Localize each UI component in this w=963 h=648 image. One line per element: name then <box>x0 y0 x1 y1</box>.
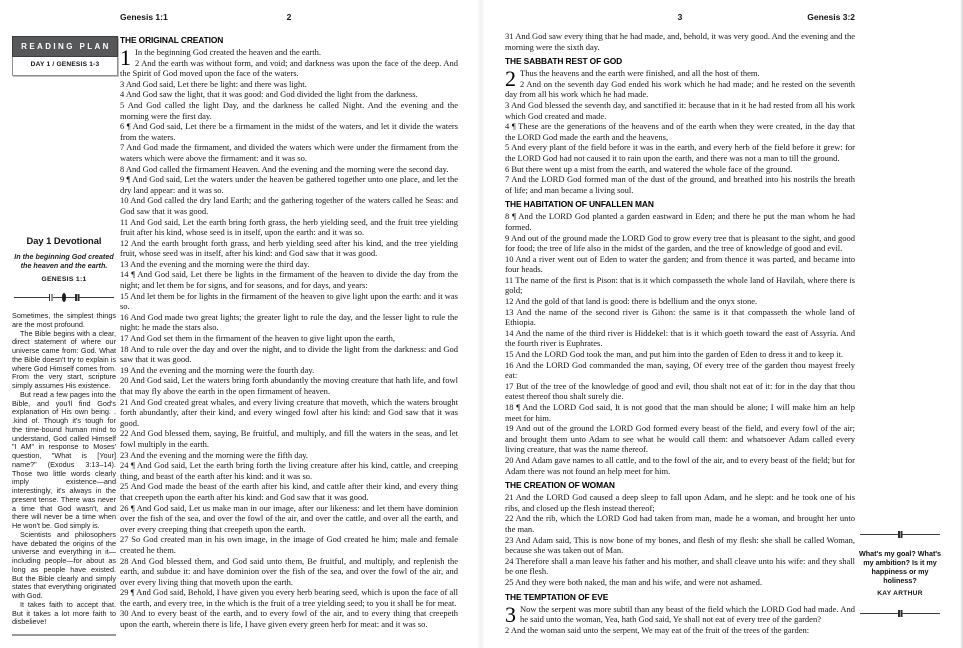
chapter-block <box>505 68 855 195</box>
devotional-paragraph: But read a few pages into the Bible, and you'll find God's explanation of His own being. . .kind of. Though it's tough for the time-bound human mind to understand, God called Himself "I AM" in response to Moses' question, "What is [Your] name?" (Exodus 3:13–14). Those two little words clearly imply existence—and interestingly, it's always in the present tense. There was never a time that God wasn't, and there will never be a time when He won't be. God simply is. <box>12 389 116 530</box>
section-heading: THE SABBATH REST OF GOD <box>505 56 623 67</box>
chapter-number: 1 <box>120 45 131 70</box>
verse: 29 ¶ And God said, Behold, I have given you every herb bearing seed, which is upon the face of all the earth, and every tree, in the which is the fruit of a tree yielding seed; to you it shall be for meat. <box>120 587 458 608</box>
verse: 8 ¶ And the LORD God planted a garden eastward in Eden; and there he put the man whom he had formed. <box>505 211 855 232</box>
page-right <box>482 0 963 648</box>
running-header-left <box>120 12 458 22</box>
verse: 22 And the rib, which the LORD God had taken from man, made he a woman, and brought her unto the man. <box>505 513 855 534</box>
verse: 14 ¶ And God said, Let there be lights in the firmament of the heaven to divide the day from the night; and let them be for signs, and for seasons, and for days, and years: <box>120 269 458 291</box>
verse: 26 ¶ And God said, Let us make man in our image, after our likeness: and let them have dominion over the fish of the sea, and over the fowl of the air, and over the cattle, and over all the earth, and over every creeping thing that creepeth upon the earth. <box>120 502 458 534</box>
verse: 7 And the LORD God formed man of the dust of the ground, and breathed into his nostrils the breath of life; and man became a living soul. <box>505 174 855 195</box>
chapter-number: 2 <box>505 66 516 92</box>
verse-block <box>505 31 855 52</box>
verse: 21 And the LORD God caused a deep sleep to fall upon Adam, and he slept: and he took one of his ribs, and closed up the flesh instead thereof; <box>505 492 855 513</box>
verse: 8 And God called the firmament Heaven. And the evening and the morning were the second day. <box>120 163 449 174</box>
verse: 24 ¶ And God said, Let the earth bring forth the living creature after his kind, cattle, and creeping thing, and beast of the earth after his kind: and it was so. <box>120 460 458 481</box>
verse: 18 And to rule over the day and over the night, and to divide the light from the darkness: and God saw that it was good. <box>120 343 458 365</box>
branch-divider-ornament <box>860 610 940 617</box>
header-reference: Genesis 3:2 <box>807 12 856 22</box>
branch-divider-ornament <box>860 531 940 538</box>
verse: 3 And God said, Let there be light: and there was light. <box>120 78 307 89</box>
chapter-number: 3 <box>505 601 516 627</box>
verse: 25 And God made the beast of the earth after his kind, and cattle after their kind, and every thing that creepeth upon the earth after his kind: and God saw that it was good. <box>120 481 458 502</box>
verse: 22 And God blessed them, saying, Be fruitful, and multiply, and fill the waters in the seas, and let fowl multiply in the earth. <box>120 428 458 449</box>
pull-quote-panel <box>856 531 944 617</box>
verse: 5 And every plant of the field before it was in the earth, and every herb of the field before it grew: for the LORD God had not caused it to rain upon the earth, and there was not a man to till the ground. <box>505 142 855 163</box>
verse-block <box>505 211 855 476</box>
verse: 16 And the LORD God commanded the man, saying, Of every tree of the garden thou mayest freely eat: <box>505 359 855 381</box>
section-heading: THE CREATION OF WOMAN <box>505 480 615 491</box>
devotional-title: Day 1 Devotional <box>26 236 102 246</box>
page-left <box>0 0 481 648</box>
verse: Thus the heavens and the earth were finished, and all the host of them. <box>520 68 760 79</box>
verse: 30 And to every beast of the earth, and to every fowl of the air, and to every thing that creepeth upon the earth, wherein there is life, I have given every green herb for meat: and it was so. <box>120 608 458 630</box>
verse: 2 And the woman said unto the serpent, We may eat of the fruit of the trees of the garden: <box>505 624 810 635</box>
verse: 3 And God blessed the seventh day, and sanctified it: because that in it he had rested from all his work which God created and made. <box>505 99 855 121</box>
verse: 13 And the evening and the morning were the third day. <box>120 258 310 269</box>
devotional-verse-quote: In the beginning God created the heaven and the earth. <box>14 252 114 270</box>
verse: 11 And God said, Let the earth bring forth grass, the herb yielding seed, and the fruit tree yielding fruit after his kind, whose seed is in itself, upon the earth: and it was so. <box>120 216 458 238</box>
running-header-right <box>505 12 855 22</box>
verse: 15 And the LORD God took the man, and put him into the garden of Eden to dress it and to keep it. <box>505 349 844 360</box>
verse: 11 The name of the first is Pison: that is it which compasseth the whole land of Havilah, where there is gold; <box>505 274 855 296</box>
verse: 12 And the earth brought forth grass, and herb yielding seed after his kind, and the tree yielding fruit, whose seed was in itself, after his kind: and God saw that it was good. <box>120 237 458 259</box>
verse: 4 ¶ These are the generations of the heavens and of the earth when they were created, in the day that the LORD God made the earth and the heavens, <box>505 121 855 142</box>
verse: 16 And God made two great lights; the greater light to rule the day, and the lesser light to rule the night: he made the stars also. <box>120 311 458 333</box>
reading-plan-day-label: DAY 1 / GENESIS 1-3 <box>12 57 118 76</box>
verse: 27 So God created man in his own image, in the image of God created he him; male and female created he them. <box>120 534 458 555</box>
header-page-number: 3 <box>677 12 683 22</box>
devotional-panel <box>12 236 116 636</box>
verse: 19 And the evening and the morning were the fourth day. <box>120 364 315 375</box>
scripture-column-left <box>120 31 458 630</box>
devotional-paragraph: It takes faith to accept that. But it takes a lot more faith to disbelieve! <box>12 599 116 627</box>
divider-line <box>12 634 116 636</box>
verse: 19 And out of the ground the LORD God formed every beast of the field, and every fowl of the air; and brought them unto Adam to see what he would call them: and whatsoever Adam called every living creature, that was the name thereof. <box>505 423 855 455</box>
scripture-column-right <box>505 31 855 635</box>
header-page-number: 2 <box>286 12 292 22</box>
verse: 6 But there went up a mist from the earth, and watered the whole face of the ground. <box>505 163 793 174</box>
verse: In the beginning God created the heaven and the earth. <box>135 47 321 57</box>
header-reference: Genesis 1:1 <box>120 12 168 22</box>
verse: 10 And God called the dry land Earth; and the gathering together of the waters called he Seas: and God saw that it was good. <box>120 195 458 216</box>
pull-quote-attribution: KAY ARTHUR <box>877 590 923 597</box>
verse: 14 And the name of the third river is Hiddekel: that is it which goeth toward the east of Assyria. And the fourth river is Euphrates. <box>505 327 855 349</box>
verse: 2 And on the seventh day God ended his work which he had made; and he rested on the seventh day from all his work which he had made. <box>505 78 855 100</box>
verse: Now the serpent was more subtil than any beast of the field which the LORD God had made. And he said unto the woman, Yea, hath God said, Ye shall not eat of every tree of the garden? <box>520 603 855 625</box>
verse: 9 ¶ And God said, Let the waters under the heaven be gathered together unto one place, and let the dry land appear: and it was so. <box>120 174 458 195</box>
verse: 17 But of the tree of the knowledge of good and evil, thou shalt not eat of it: for in the day that thou eatest thereof thou shalt surely die. <box>505 380 855 402</box>
devotional-text <box>12 312 116 627</box>
verse: 24 Therefore shall a man leave his father and his mother, and shall cleave unto his wife: and they shall be one flesh. <box>505 555 855 577</box>
section-heading: THE HABITATION OF UNFALLEN MAN <box>505 199 654 210</box>
verse: 6 ¶ And God said, Let there be a firmament in the midst of the waters, and let it divide the waters from the waters. <box>120 121 458 142</box>
verse: 2 And the earth was without form, and void; and darkness was upon the face of the deep. And the Spirit of God moved upon the face of the waters. <box>120 57 458 79</box>
verse: 7 And God made the firmament, and divided the waters which were under the firmament from the waters which were above the firmament: and it was so. <box>120 142 458 163</box>
verse: 25 And they were both naked, the man and his wife, and were not ashamed. <box>505 576 763 587</box>
header-spacer <box>345 12 458 22</box>
verse: 18 ¶ And the LORD God said, It is not good that the man should be alone; I will make him an help meet for him. <box>505 402 855 423</box>
branch-divider-ornament <box>14 293 114 302</box>
chapter-block <box>505 601 855 636</box>
devotional-verse-reference: GENESIS 1:1 <box>41 276 87 283</box>
verse: 9 And out of the ground made the LORD God to grow every tree that is pleasant to the sight, and good for food; the tree of life also in the midst of the garden, and the tree of knowledge of good and evil. <box>505 232 855 254</box>
verse: 13 And the name of the second river is Gihon: the same is it that compasseth the whole land of Ethiopia. <box>505 306 855 328</box>
reading-plan-box <box>12 36 118 76</box>
verse: 20 And Adam gave names to all cattle, and to the fowl of the air, and to every beast of the field; but for Adam there was not found an help meet for him. <box>505 454 855 476</box>
verse: 28 And God blessed them, and God said unto them, Be fruitful, and multiply, and replenish the earth, and subdue it: and have dominion over the fish of the sea, and over the fowl of the air, and over every living thing that moveth upon the earth. <box>120 555 458 587</box>
verse: 31 And God saw every thing that he had made, and, behold, it was very good. And the evening and the morning were the sixth day. <box>505 31 855 52</box>
devotional-paragraph: Scientists and philosophers have debated the origins of the universe and everything in it—including people—for about as long as people have existed. But the Bible clearly and simply states that everything originated with God. <box>12 529 116 600</box>
verse: 23 And the evening and the morning were the fifth day. <box>120 449 309 460</box>
section-heading: THE ORIGINAL CREATION <box>120 35 224 45</box>
verse: 21 And God created great whales, and every living creature that moveth, which the waters brought forth abundantly, after their kind, and every winged fowl after his kind: and God saw that it was good. <box>120 396 458 428</box>
verse-block <box>505 492 855 587</box>
verse: 4 And God saw the light, that it was good: and God divided the light from the darkness. <box>120 89 418 100</box>
chapter-block <box>120 47 458 630</box>
verse: 5 And God called the light Day, and the darkness he called Night. And the evening and the morning were the first day. <box>120 99 458 121</box>
header-spacer <box>505 12 622 22</box>
verse: 12 And the gold of that land is good: there is bdellium and the onyx stone. <box>505 296 758 307</box>
devotional-paragraph: Sometimes, the simplest things are the most profound. <box>12 311 116 329</box>
verse: 17 And God set them in the firmament of the heaven to give light upon the earth, <box>120 333 396 344</box>
pull-quote-text: What's my goal? What's my ambition? Is it my happiness or my holiness? <box>858 549 942 585</box>
reading-plan-title: READING PLAN <box>12 36 118 57</box>
verse: 15 And let them be for lights in the firmament of the heaven to give light upon the earth: and it was so. <box>120 290 458 312</box>
devotional-paragraph: The Bible begins with a clear, direct statement of where our universe came from: God. What the Bible doesn't try to explain is where God Himself comes from. From the very start, scripture simply assumes His existence. <box>12 328 116 390</box>
verse: 23 And Adam said, This is now bone of my bones, and flesh of my flesh: she shall be called Woman, because she was taken out of Man. <box>505 534 855 556</box>
section-heading: THE TEMPTATION OF EVE <box>505 591 609 602</box>
verse: 20 And God said, Let the waters bring forth abundantly the moving creature that hath life, and fowl that may fly above the earth in the open firmament of heaven. <box>120 375 458 396</box>
verse: 10 And a river went out of Eden to water the garden; and from thence it was parted, and became into four heads. <box>505 253 855 275</box>
